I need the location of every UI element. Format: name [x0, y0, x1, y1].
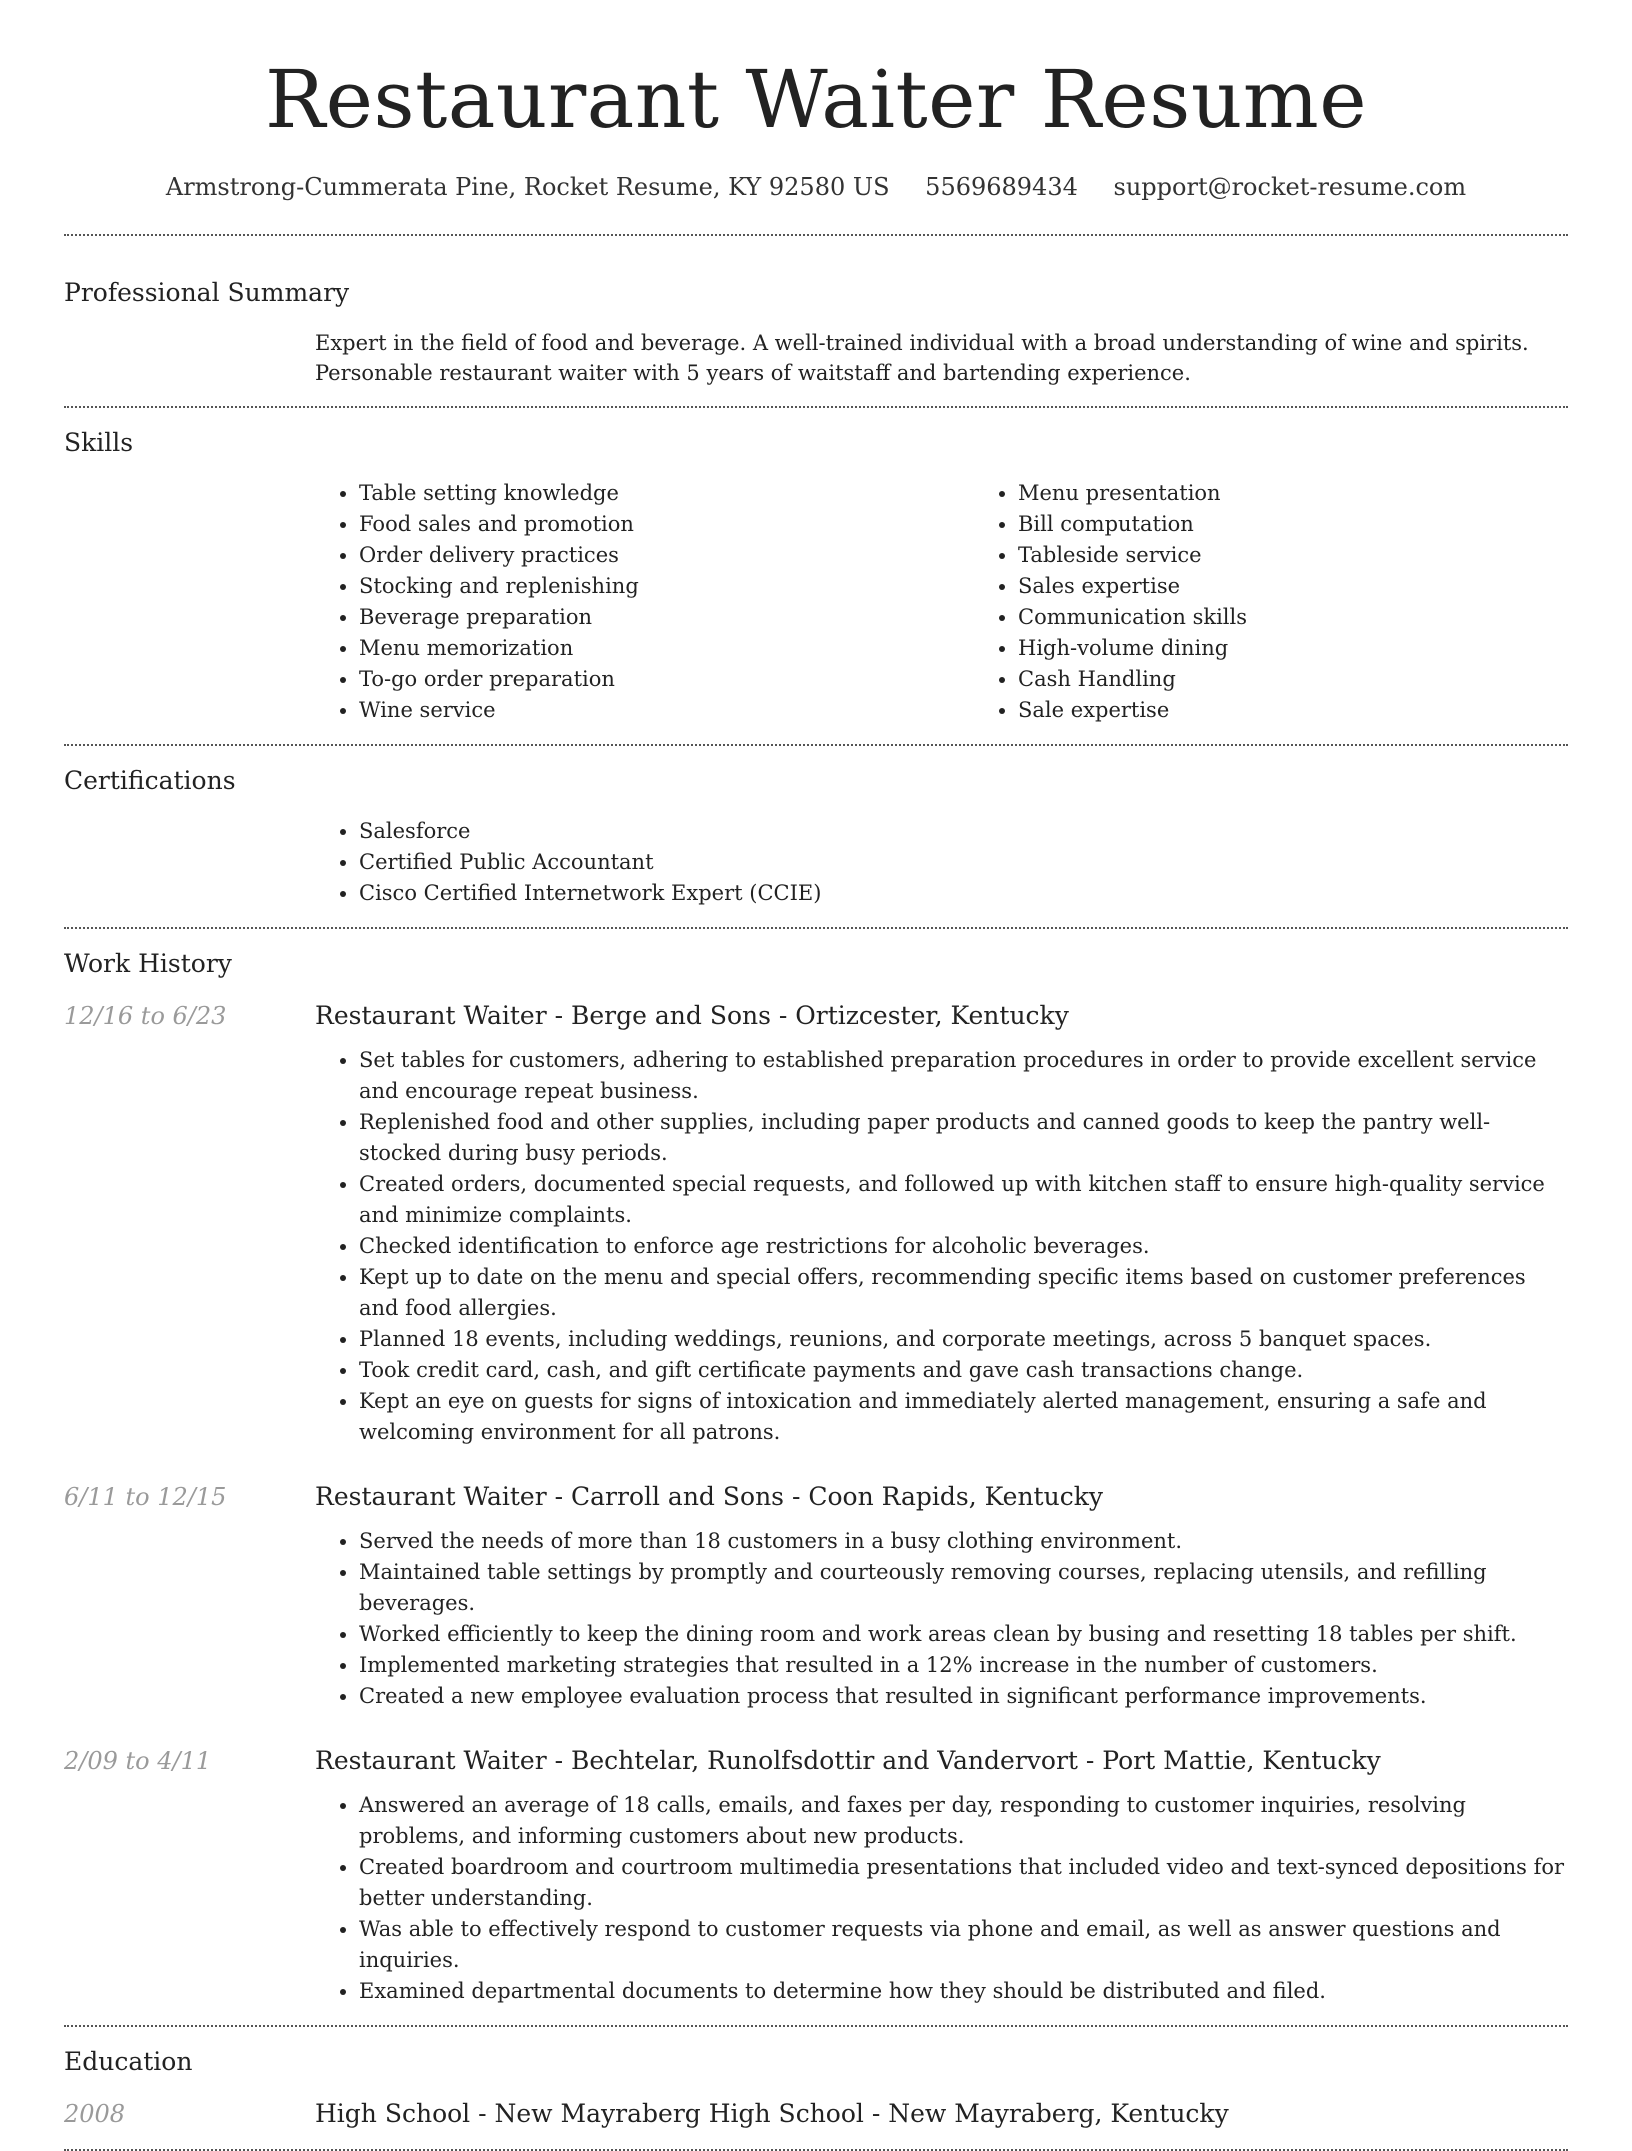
job-bullet: • Took credit card, cash, and gift certificate payments and gave cash transactions change. [359, 1355, 1568, 1386]
resume-page [64, 0, 1568, 2151]
resume-title: Restaurant Waiter Resume [264, 53, 1368, 146]
job-bullets [315, 1045, 1568, 1448]
job-bullet: • Created boardroom and courtroom multimedia presentations that included video and text-synced depositions for better understanding. [359, 1852, 1568, 1914]
job-bullet: • Replenished food and other supplies, including paper products and canned goods to keep the pantry well-stocked during busy periods. [359, 1107, 1568, 1169]
job-bullet: • Kept an eye on guests for signs of intoxication and immediately alerted management, ensuring a safe and welcoming environment for all patrons. [359, 1386, 1568, 1448]
skill-item: • High-volume dining [1018, 633, 1632, 664]
job-title: Restaurant Waiter - Carroll and Sons - Coon Rapids, Kentucky [315, 1482, 1103, 1511]
job-bullet: • Maintained table settings by promptly and courteously removing courses, replacing utensils, and refilling beverages. [359, 1557, 1568, 1619]
certifications-list [315, 816, 1568, 909]
certification-item: • Certified Public Accountant [359, 847, 1568, 878]
job-date: 12/16 to 6/23 [64, 1002, 227, 1030]
job-bullet: • Worked efficiently to keep the dining room and work areas clean by busing and resetting 18 tables per shift. [359, 1619, 1568, 1650]
job-bullet: • Implemented marketing strategies that resulted in a 12% increase in the number of customers. [359, 1650, 1568, 1681]
job-bullet: • Checked identification to enforce age restrictions for alcoholic beverages. [359, 1231, 1568, 1262]
skill-item: • Cash Handling [1018, 664, 1632, 695]
contact-phone: 5569689434 [925, 173, 1078, 201]
education-entry: High School - New Mayraberg High School - New Mayraberg, Kentucky [315, 2099, 1229, 2128]
summary-section [64, 236, 1568, 406]
job-entry [64, 1744, 1568, 2007]
job-bullets [315, 1790, 1568, 2007]
certifications-section [64, 746, 1568, 927]
skill-item: • Communication skills [1018, 602, 1632, 633]
education-heading: Education [64, 2047, 193, 2076]
job-bullet: • Created orders, documented special requests, and followed up with kitchen staff to ensure high-quality service and minimize complaints. [359, 1169, 1568, 1231]
job-bullet: • Created a new employee evaluation process that resulted in significant performance improvements. [359, 1681, 1568, 1712]
work-history-heading: Work History [64, 949, 232, 978]
job-bullet: • Was able to effectively respond to customer requests via phone and email, as well as answer questions and inquiries. [359, 1914, 1568, 1976]
job-entry [64, 999, 1568, 1448]
skill-item: • Sale expertise [1018, 695, 1632, 726]
skill-item: • Order delivery practices [359, 540, 974, 571]
summary-text: Expert in the field of food and beverage. A well-trained individual with a broad understanding of wine and spirits. Personable restaurant waiter with 5 years of waitstaff and bartending experience. [315, 331, 1529, 385]
job-bullet: • Served the needs of more than 18 customers in a busy clothing environment. [359, 1526, 1568, 1557]
skills-section [64, 408, 1568, 744]
job-bullet: • Kept up to date on the menu and special offers, recommending specific items based on customer preferences and food allergies. [359, 1262, 1568, 1324]
skill-item: • Stocking and replenishing [359, 571, 974, 602]
job-bullet: • Planned 18 events, including weddings, reunions, and corporate meetings, across 5 banquet spaces. [359, 1324, 1568, 1355]
certification-item: • Salesforce [359, 816, 1568, 847]
work-history-section [64, 929, 1568, 2025]
skills-list-left [315, 478, 974, 726]
skills-list-right [974, 478, 1632, 726]
job-date: 6/11 to 12/15 [64, 1483, 227, 1511]
job-bullet: • Set tables for customers, adhering to established preparation procedures in order to provide excellent service and encourage repeat business. [359, 1045, 1568, 1107]
job-bullets [315, 1526, 1568, 1712]
summary-heading: Professional Summary [64, 278, 350, 307]
skill-item: • Table setting knowledge [359, 478, 974, 509]
certification-item: • Cisco Certified Internetwork Expert (CCIE) [359, 878, 1568, 909]
job-title: Restaurant Waiter - Bechtelar, Runolfsdottir and Vandervort - Port Mattie, Kentucky [315, 1746, 1381, 1775]
skill-item: • Menu presentation [1018, 478, 1632, 509]
skills-heading: Skills [64, 428, 134, 457]
job-entry [64, 1480, 1568, 1712]
skill-item: • Food sales and promotion [359, 509, 974, 540]
contact-address: Armstrong-Cummerata Pine, Rocket Resume, KY 92580 US [165, 173, 890, 201]
certifications-heading: Certifications [64, 766, 236, 795]
skill-item: • Menu memorization [359, 633, 974, 664]
job-title: Restaurant Waiter - Berge and Sons - Ortizcester, Kentucky [315, 1001, 1069, 1030]
skill-item: • Tableside service [1018, 540, 1632, 571]
education-section [64, 2027, 1568, 2149]
skill-item: • Wine service [359, 695, 974, 726]
education-date: 2008 [64, 2100, 126, 2128]
job-date: 2/09 to 4/11 [64, 1747, 212, 1775]
skill-item: • Sales expertise [1018, 571, 1632, 602]
skill-item: • Bill computation [1018, 509, 1632, 540]
skill-item: • To-go order preparation [359, 664, 974, 695]
contact-line [64, 170, 1568, 204]
job-bullet: • Examined departmental documents to determine how they should be distributed and filed. [359, 1976, 1568, 2007]
skill-item: • Beverage preparation [359, 602, 974, 633]
job-bullet: • Answered an average of 18 calls, emails, and faxes per day, responding to customer inquiries, resolving problems, and informing customers about new products. [359, 1790, 1568, 1852]
contact-email: support@rocket-resume.com [1113, 173, 1467, 201]
